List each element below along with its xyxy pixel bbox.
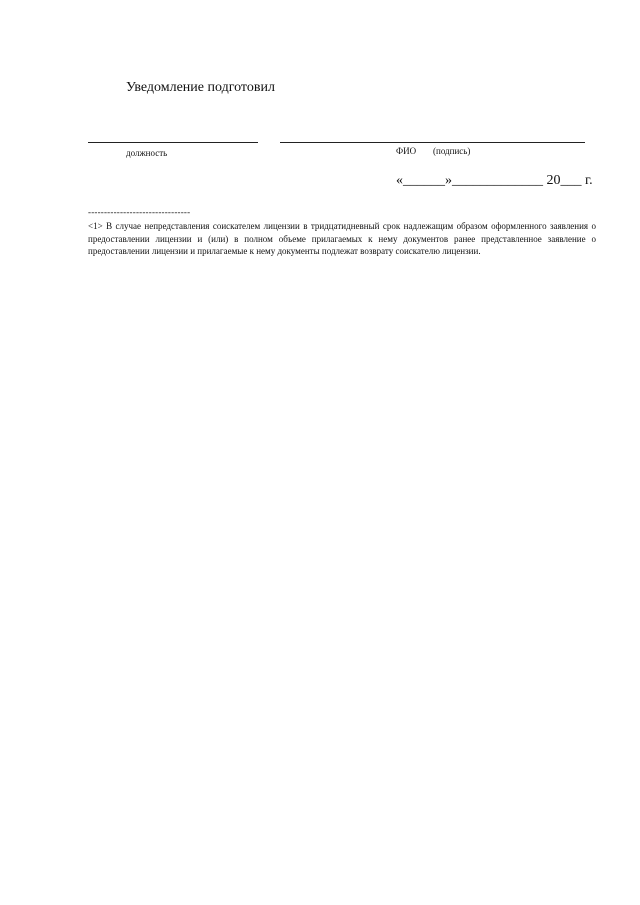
position-signature-line xyxy=(88,142,258,143)
heading: Уведомление подготовил xyxy=(126,80,275,95)
position-caption: должность xyxy=(126,148,168,158)
signature-caption: (подпись) xyxy=(433,146,471,156)
footnote-separator: -------------------------------- xyxy=(88,207,191,217)
date-line: «______»_____________ 20___ г. xyxy=(396,173,593,188)
footnote-text: <1> В случае непредставления соискателем лицензии в тридцатидневный срок надлежащим образом оформленного заявления о предоставлении лицензии и (или) в полном объеме прилагаемых к нему документов ранее представленное заявление о предоставлении лицензии и прилагаемые к нему документы подлежат возврату соискателю лицензии. xyxy=(88,221,596,256)
fio-caption: ФИО xyxy=(396,146,417,156)
fio-signature-line xyxy=(280,142,585,143)
